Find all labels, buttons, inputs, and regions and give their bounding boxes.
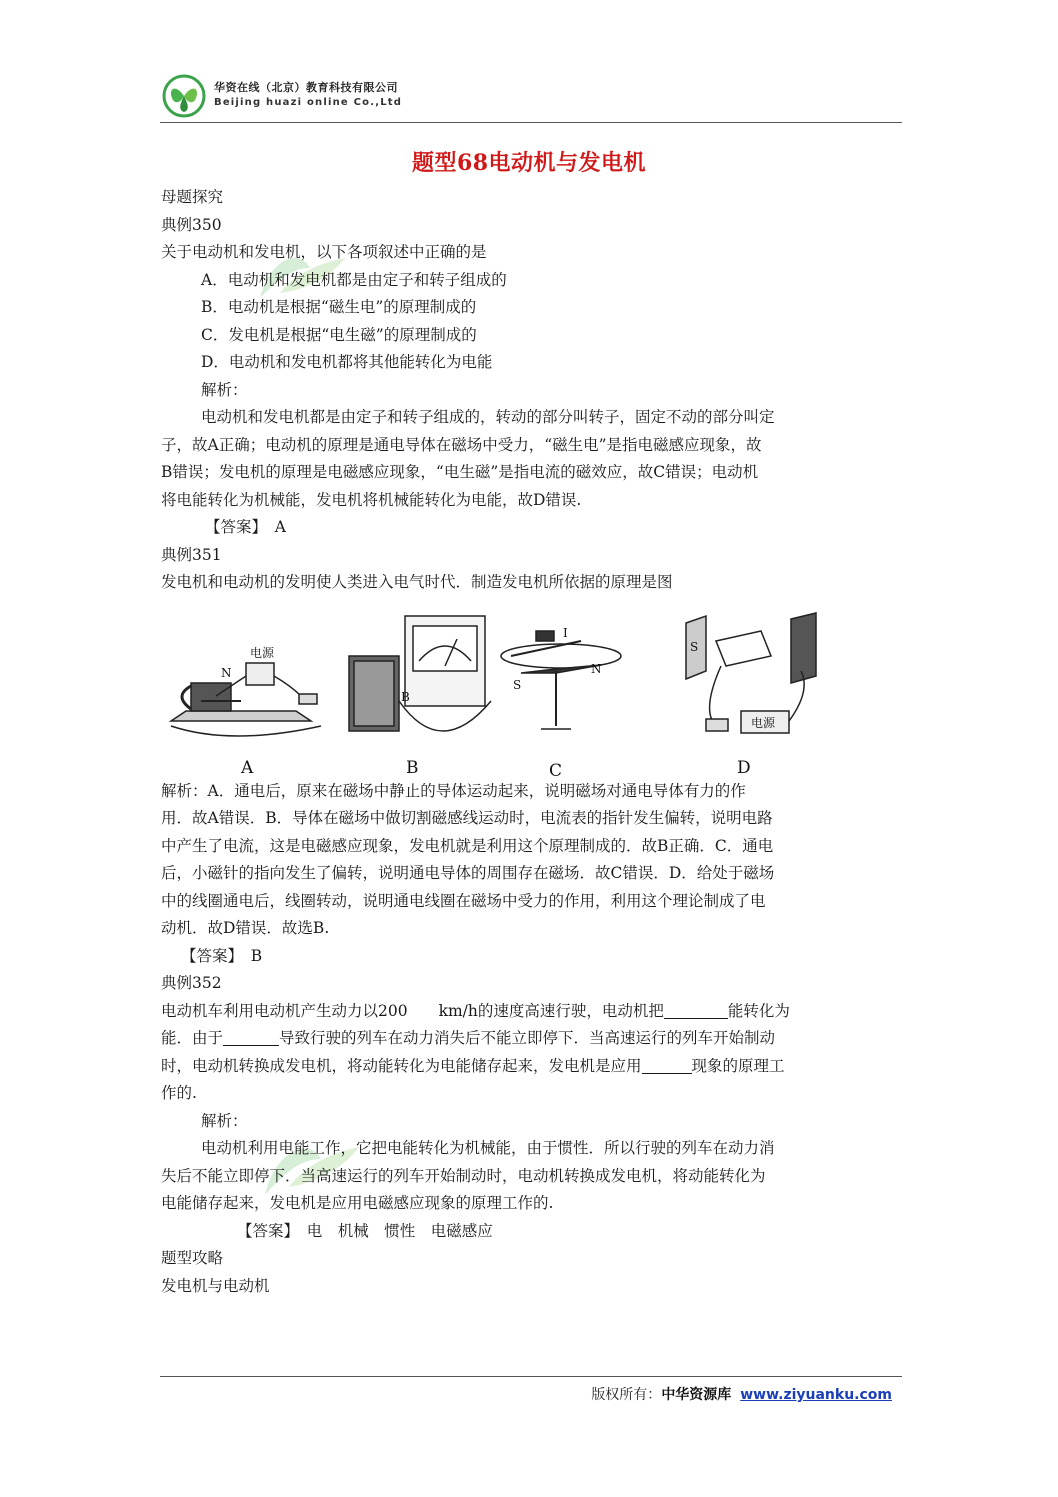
- question-text: 导致行驶的列车在动力消失后不能立即停下．当高速运行的列车开始制动: [279, 1029, 776, 1047]
- label-b-b: B: [401, 689, 410, 704]
- option-d: D．电动机和发电机都将其他能转化为电能: [201, 353, 493, 371]
- answer-line: 【答案】 A: [205, 518, 286, 536]
- analysis-line: 动机．故D错误．故选B.: [161, 919, 330, 937]
- example-label: 典例351: [161, 545, 222, 564]
- analysis-line: 电动机和发电机都是由定子和转子组成的，转动的部分叫转子，固定不动的部分叫定: [201, 408, 775, 426]
- page-footer: [591, 1384, 892, 1404]
- company-name-cn: 华资在线（北京）教育科技有限公司: [214, 81, 398, 94]
- question-text: 作的.: [161, 1084, 197, 1102]
- label-i-c: I: [563, 625, 568, 640]
- library-name: 中华资源库: [661, 1387, 732, 1403]
- analysis-line: 电能储存起来，发电机是应用电磁感应现象的原理工作的.: [161, 1194, 554, 1212]
- figure-label-d: D: [737, 757, 751, 778]
- section-subheading: 发电机与电动机: [161, 1276, 270, 1295]
- answer-blank: [223, 1029, 279, 1046]
- question-text: 关于电动机和发电机，以下各项叙述中正确的是: [161, 243, 487, 261]
- option-b: B．电动机是根据“磁生电”的原理制成的: [201, 298, 477, 316]
- answer-blank: [664, 1002, 728, 1019]
- option-a: A．电动机和发电机都是由定子和转子组成的: [201, 270, 507, 289]
- website-link[interactable]: www.ziyuanku.com: [740, 1387, 892, 1403]
- option-c: C．发电机是根据“电生磁”的原理制成的: [201, 325, 477, 344]
- analysis-line: 解析：A．通电后，原来在磁场中静止的导体运动起来，说明磁场对通电导体有力的作: [161, 781, 746, 800]
- question-line: [161, 1025, 901, 1053]
- analysis-line: 中的线圈通电后，线圈转动，说明通电线圈在磁场中受力的作用，利用这个理论制成了电: [161, 891, 766, 910]
- analysis-label: 解析：: [201, 380, 248, 399]
- butterfly-leaf-logo-icon: [162, 74, 206, 118]
- label-power-a: 电源: [250, 645, 275, 660]
- company-name-en: Beijing huazi online Co.,Ltd: [214, 97, 403, 108]
- analysis-line: 将电能转化为机械能，发电机将机械能转化为电能，故D错误.: [161, 490, 582, 509]
- label-n-a: N: [221, 665, 232, 680]
- question-text: 电动机车利用电动机产生动力以200 km/h的速度高速行驶，电动机把: [161, 1001, 664, 1020]
- analysis-line: B错误；发电机的原理是电磁感应现象，“电生磁”是指电流的磁效应，故C错误；电动机: [161, 463, 759, 481]
- page-header: [160, 70, 902, 122]
- analysis-label: 解析：: [201, 1111, 248, 1130]
- figure-label-a: A: [241, 757, 254, 778]
- figure-label-b: B: [406, 757, 419, 778]
- experiment-figure: [161, 601, 901, 778]
- question-line: [161, 1053, 901, 1081]
- label-n-c: N: [591, 661, 602, 676]
- question-text: 时，电动机转换成发电机，将动能转化为电能储存起来，发电机是应用: [161, 1056, 642, 1075]
- example-label: 典例350: [161, 215, 222, 234]
- analysis-line: 电动机利用电能工作，它把电能转化为机械能，由于惯性．所以行驶的列车在动力消: [201, 1139, 775, 1157]
- header-divider: [160, 122, 902, 123]
- example-label: 典例352: [161, 974, 222, 992]
- question-text: 发电机和电动机的发明使人类进入电气时代．制造发电机所依据的原理是图: [161, 573, 673, 591]
- analysis-line: 中产生了电流，这是电磁感应现象，发电机就是利用这个原理制成的．故B正确．C．通电: [161, 836, 774, 855]
- footer-divider: [160, 1376, 902, 1377]
- analysis-line: 失后不能立即停下．当高速运行的列车开始制动时，电动机转换成发电机，将动能转化为: [161, 1166, 766, 1185]
- experiment-diagrams: [161, 601, 901, 778]
- analysis-line: 后，小磁针的指向发生了偏转，说明通电导体的周围存在磁场．故C错误．D．给处于磁场: [161, 864, 775, 882]
- label-s-d: S: [690, 639, 699, 654]
- answer-line: 【答案】 B: [181, 946, 263, 965]
- page-title: 题型68电动机与发电机: [411, 150, 647, 176]
- question-line: [161, 998, 901, 1026]
- figure-label-c: C: [549, 760, 563, 778]
- analysis-line: 子，故A正确；电动机的原理是通电导体在磁场中受力，“磁生电”是指电磁感应现象，故: [161, 435, 762, 454]
- label-s-c: S: [513, 677, 522, 692]
- question-text: 现象的原理工: [691, 1056, 785, 1075]
- answer-line: 【答案】 电 机械 惯性 电磁感应: [237, 1221, 493, 1240]
- question-text: 能转化为: [727, 1001, 790, 1020]
- section-heading: 题型攻略: [161, 1249, 224, 1267]
- section-heading: 母题探究: [161, 188, 224, 206]
- copyright-label: 版权所有：: [591, 1387, 662, 1403]
- document-body: [161, 184, 901, 1300]
- label-power-d: 电源: [751, 715, 776, 730]
- question-text: 能．由于: [161, 1029, 224, 1047]
- answer-blank: [642, 1057, 692, 1074]
- analysis-line: 用．故A错误．B．导体在磁场中做切割磁感线运动时，电流表的指针发生偏转，说明电路: [161, 809, 773, 827]
